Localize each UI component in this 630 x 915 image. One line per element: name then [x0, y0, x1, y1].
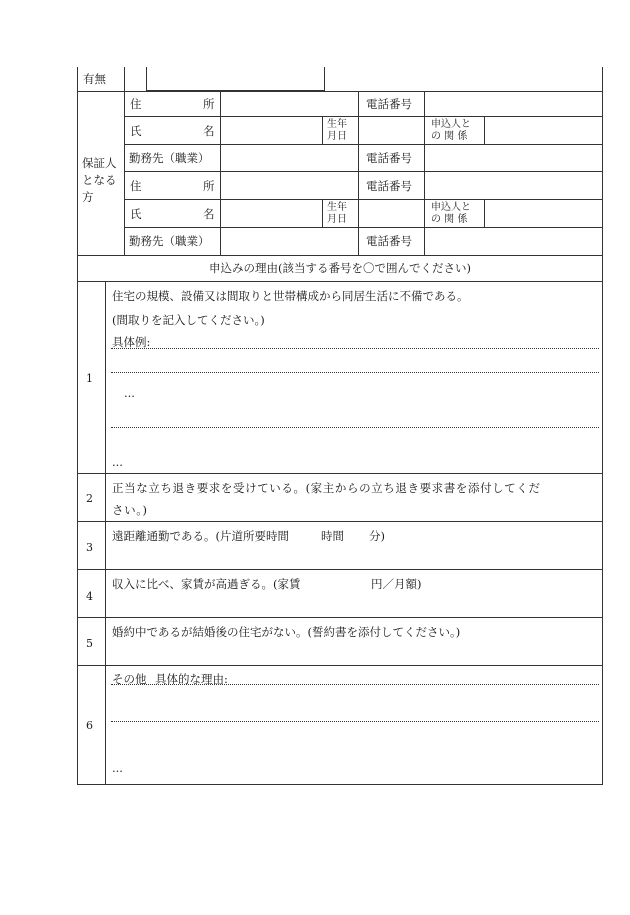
name-label-left: 氏 [130, 124, 142, 138]
guarantor1-address-field[interactable] [221, 92, 357, 115]
phone-label: 電話番号 [366, 179, 412, 193]
commute-hours-field[interactable] [296, 527, 316, 545]
guarantor2-relation-field[interactable] [485, 200, 601, 226]
reason-4-unit: 円／月額) [371, 577, 422, 591]
guarantor1-phone-field[interactable] [425, 92, 601, 115]
reason-6-label2: 具体的な理由: [155, 672, 228, 686]
name-label-right: 名 [203, 124, 215, 138]
guarantor2-birthdate-field[interactable] [359, 200, 423, 226]
example-label: 具体例: [112, 335, 151, 349]
reasons-header: 申込みの理由(該当する番号を〇で囲んでください) [209, 261, 471, 275]
workplace-label: 勤務先（職業） [129, 234, 210, 248]
presence-checkbox-cell[interactable] [125, 68, 145, 90]
address-label-left: 住 [130, 97, 142, 111]
reason-1-detail-field[interactable] [160, 334, 600, 468]
phone-label: 電話番号 [366, 151, 412, 165]
guarantor1-name-field[interactable] [221, 117, 321, 143]
guarantor-label-line3: 方 [82, 190, 94, 204]
commute-minutes-field[interactable] [348, 527, 368, 545]
birth-label-line1: 生年 [327, 119, 347, 130]
guarantor1-workphone-field[interactable] [425, 145, 601, 170]
guarantor2-address-field[interactable] [221, 172, 357, 198]
reason-number-3[interactable]: 3 [86, 541, 93, 554]
guarantor2-name-field[interactable] [221, 200, 321, 226]
reason-1-line1: 住宅の規模、設備又は間取りと世帯構成から同居生活に不備である。 [112, 289, 469, 303]
address-label-right: 所 [203, 179, 215, 193]
reason-4-text: 収入に比べ、家賃が高過ぎる。(家賃 [112, 577, 301, 591]
guarantor1-birthdate-field[interactable] [359, 117, 423, 143]
rent-amount-field[interactable] [298, 575, 368, 593]
phone-label: 電話番号 [366, 234, 412, 248]
birth-label-line2: 月日 [327, 131, 347, 142]
reason-6-detail-field[interactable] [112, 687, 600, 779]
name-label-right: 名 [203, 207, 215, 221]
reason-number-1[interactable]: 1 [86, 372, 93, 385]
reason-5-text: 婚約中であるが結婚後の住宅がない。(誓約書を添付してください。) [112, 625, 461, 639]
guarantor2-workphone-field[interactable] [425, 228, 601, 254]
address-label-left: 住 [130, 179, 142, 193]
reason-1-line2: (間取りを記入してください。) [112, 313, 265, 327]
reason-3-unit-minutes: 分) [369, 529, 385, 543]
reason-6-continuation: ... [112, 761, 123, 775]
relation-label-line1: 申込人と [431, 202, 471, 213]
name-label-left: 氏 [130, 207, 142, 221]
phone-label: 電話番号 [366, 97, 412, 111]
guarantor1-relation-field[interactable] [485, 117, 601, 143]
presence-detail-field[interactable] [147, 68, 323, 89]
reason-number-6[interactable]: 6 [86, 719, 93, 732]
workplace-label: 勤務先（職業） [129, 151, 210, 165]
reason-2-line1: 正当な立ち退き要求を受けている。(家主からの立ち退き要求書を添付してくだ [112, 481, 541, 495]
guarantor-label-line1: 保証人 [82, 156, 117, 170]
reason-3-text: 遠距離通勤である。(片道所要時間 [112, 529, 289, 543]
reason-number-2[interactable]: 2 [86, 492, 93, 505]
reason-3-unit-hours: 時間 [321, 529, 344, 543]
reason-2-line2: さい。) [112, 503, 148, 517]
reason-6-label: その他 [112, 672, 147, 686]
guarantor2-workplace-field[interactable] [221, 228, 357, 254]
reason-number-5[interactable]: 5 [86, 637, 93, 650]
relation-label-line2: の 関 係 [431, 131, 468, 142]
birth-label-line1: 生年 [327, 202, 347, 213]
reason-1-continuation-1: ... [124, 386, 135, 400]
birth-label-line2: 月日 [327, 214, 347, 225]
guarantor-label-line2: となる [82, 173, 117, 187]
address-label-right: 所 [203, 97, 215, 111]
reason-1-continuation-2: ... [112, 455, 123, 469]
guarantor2-phone-field[interactable] [425, 172, 601, 198]
presence-label: 有無 [83, 72, 106, 86]
reason-number-4[interactable]: 4 [86, 590, 93, 603]
guarantor1-workplace-field[interactable] [221, 145, 357, 170]
relation-label-line1: 申込人と [431, 119, 471, 130]
relation-label-line2: の 関 係 [431, 214, 468, 225]
